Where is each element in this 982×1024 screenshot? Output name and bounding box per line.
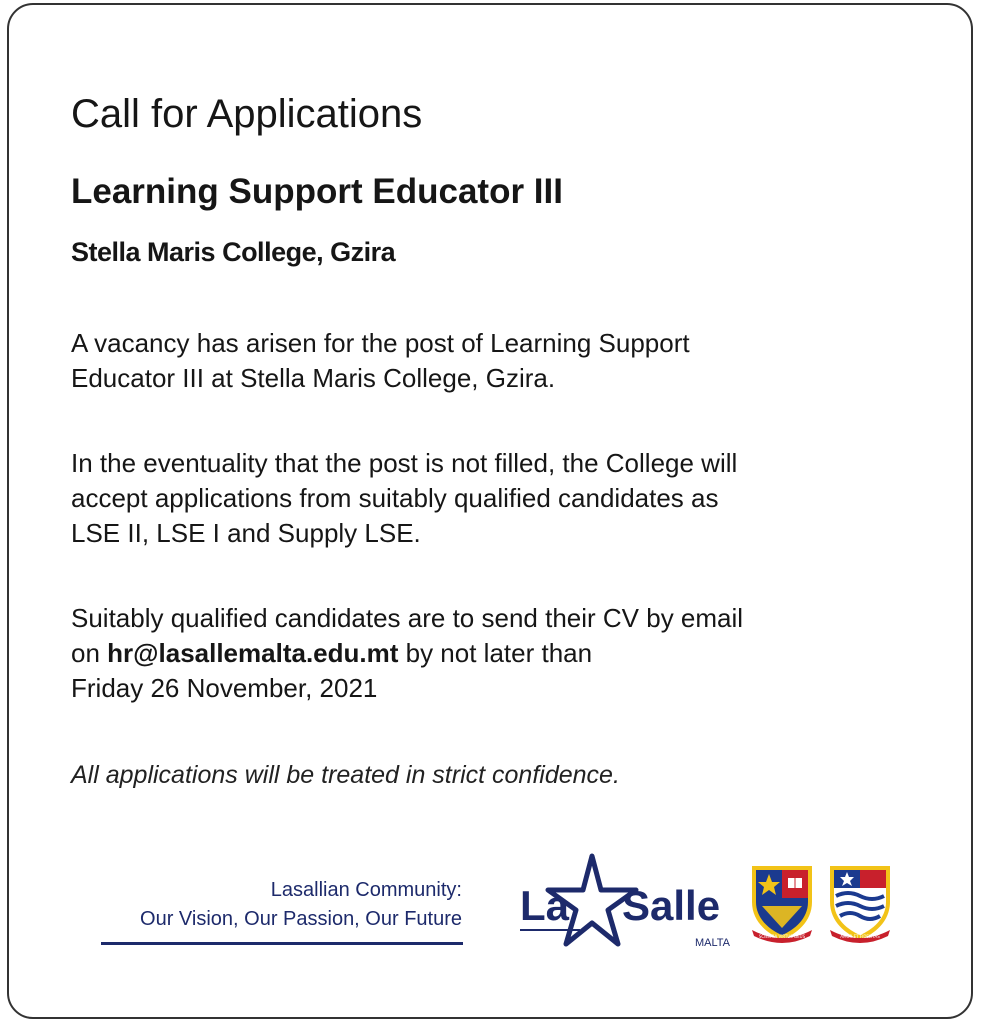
school-name: Stella Maris College, Gzira <box>71 237 396 267</box>
crest-shield-icon <box>748 862 816 944</box>
paragraph-line: LSE II, LSE I and Supply LSE. <box>71 518 421 548</box>
logo-text-salle: Salle <box>622 882 721 929</box>
notice-heading: Call for Applications <box>71 92 423 136</box>
paragraph-line: Suitably qualified candidates are to send their CV by email <box>71 603 744 633</box>
crest2-motto: AMOR ET FIDELITAS <box>840 934 880 939</box>
confidentiality-note: All applications will be treated in strict confidence. <box>71 761 620 789</box>
email-link[interactable]: hr@lasallemalta.edu.mt <box>107 638 399 668</box>
email-line <box>71 636 931 671</box>
logo-subtext: MALTA <box>694 937 730 948</box>
crest1-motto: SCIENTIA VIRTUS DEUS <box>758 934 806 939</box>
tagline-underline <box>101 942 463 945</box>
tagline-line: Lasallian Community: <box>270 879 462 901</box>
paragraph-line: A vacancy has arisen for the post of Learning Support <box>71 328 690 358</box>
tagline <box>140 876 462 934</box>
tagline-line: Our Vision, Our Passion, Our Future <box>140 908 462 930</box>
lasalle-logo <box>520 852 732 948</box>
paragraph-line: Educator III at Stella Maris College, Gzira. <box>71 363 556 393</box>
deadline-date: Friday 26 November, 2021 <box>71 673 378 703</box>
logo-text-la: La <box>520 882 570 929</box>
vacancy-paragraph <box>71 326 931 396</box>
on-label: on <box>71 638 108 668</box>
eventuality-paragraph <box>71 446 931 551</box>
job-title: Learning Support Educator III <box>71 172 563 211</box>
deadline-intro: by not later than <box>398 638 593 668</box>
paragraph-line: In the eventuality that the post is not filled, the College will <box>71 448 738 478</box>
application-instructions <box>71 601 931 706</box>
paragraph-line: accept applications from suitably qualified candidates as <box>71 483 719 513</box>
crest-shield-icon <box>826 862 894 944</box>
